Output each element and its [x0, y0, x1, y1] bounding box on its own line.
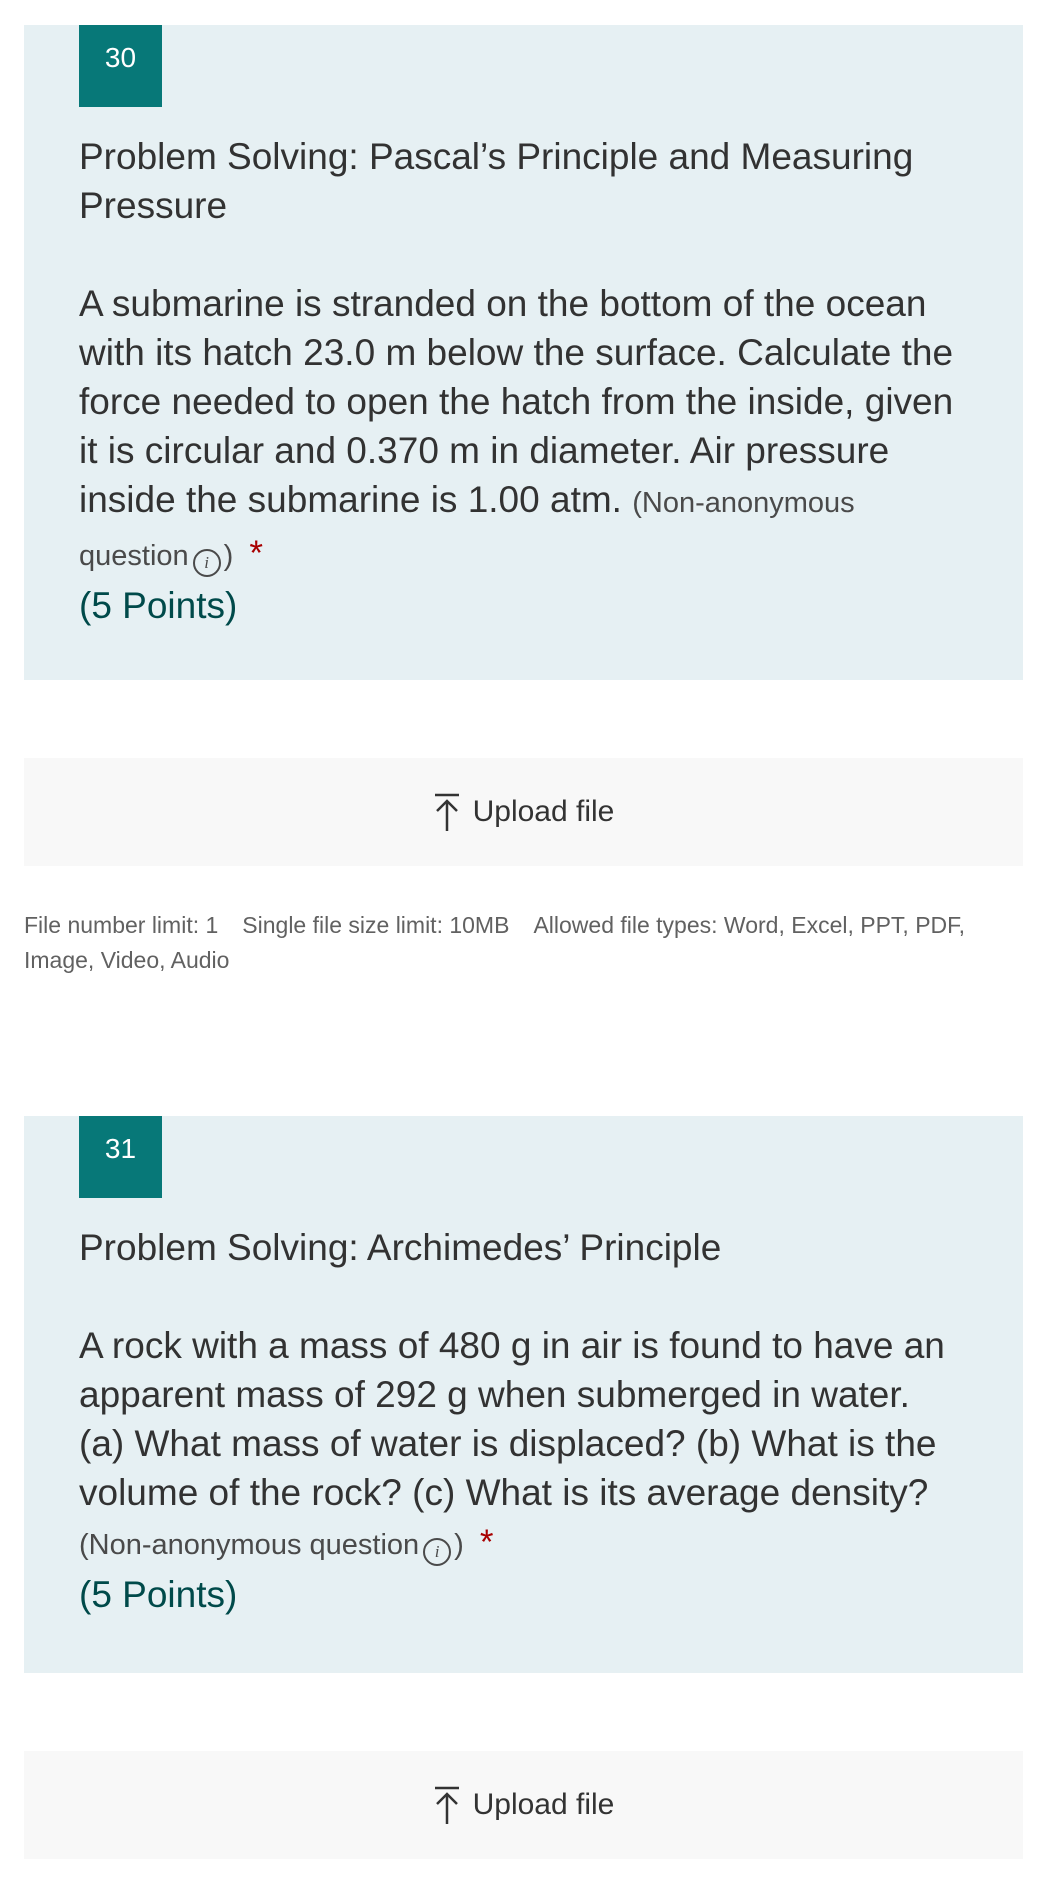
question-card-30 [24, 25, 1023, 680]
upload-file-label: Upload file [472, 1788, 615, 1821]
non-anonymous-close: ) [454, 1529, 464, 1561]
question-title: Problem Solving: Archimedes’ Principle [79, 1227, 722, 1268]
upload-icon [433, 1784, 461, 1826]
non-anonymous-label: (Non-anonymous question [79, 487, 855, 572]
upload-file-button[interactable] [433, 791, 615, 833]
question-text: A rock with a mass of 480 g in air is found to have an apparent mass of 292 g when submerged in water. (a) What mass of water is displaced? (b) What is the volume of the rock? (c) What is its average density? [79, 1325, 945, 1513]
question-prompt [79, 279, 959, 581]
required-asterisk: * [249, 534, 264, 573]
upload-icon [433, 791, 461, 833]
upload-file-label: Upload file [472, 795, 615, 828]
question-points: (5 Points) [79, 1574, 238, 1615]
file-limits-info [24, 908, 1024, 978]
info-icon[interactable]: i [423, 1538, 451, 1566]
question-points: (5 Points) [79, 585, 238, 626]
allowed-file-types: Allowed file types: Word, Excel, PPT, PDF, Image, Video, Audio [24, 912, 966, 973]
required-asterisk: * [479, 1523, 494, 1562]
upload-area-30 [24, 758, 1023, 866]
question-body [79, 132, 959, 630]
question-meta [79, 1529, 472, 1561]
question-body [79, 1223, 959, 1619]
file-size-limit: Single file size limit: 10MB [242, 912, 510, 938]
question-number-badge: 31 [79, 1116, 162, 1198]
upload-area-31 [24, 1751, 1023, 1859]
question-text: A submarine is stranded on the bottom of the ocean with its hatch 23.0 m below the surface. Calculate the force needed to open the hatch from the inside, given it is circular and 0.370 m in diameter. Air pressure inside the submarine is 1.00 atm. [79, 283, 954, 520]
non-anonymous-label: (Non-anonymous question [79, 1529, 420, 1561]
question-card-31 [24, 1116, 1023, 1673]
file-number-limit: File number limit: 1 [24, 912, 219, 938]
info-icon[interactable]: i [193, 549, 221, 577]
question-prompt [79, 1321, 959, 1570]
question-title: Problem Solving: Pascal’s Principle and Measuring Pressure [79, 136, 914, 226]
non-anonymous-close: ) [223, 540, 234, 572]
question-number-badge: 30 [79, 25, 162, 107]
upload-file-button[interactable] [433, 1784, 615, 1826]
